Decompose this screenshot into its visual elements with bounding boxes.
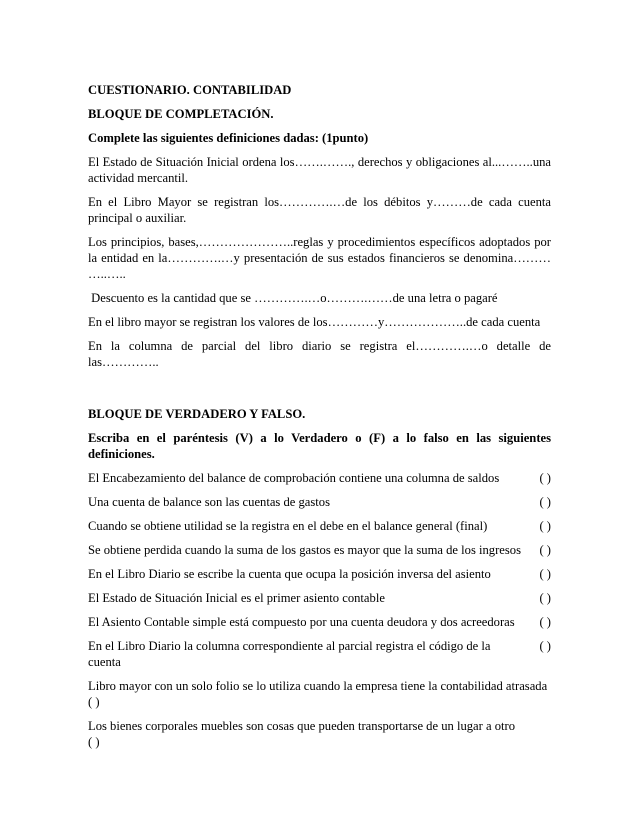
tf-item-3 [88,518,551,534]
answer-parentheses[interactable]: ( ) [539,591,551,605]
tf-item-8 [88,638,551,670]
completion-item-2: En el Libro Mayor se registran los………….…de los débitos y………de cada cuenta principal o auxiliar. [88,195,551,225]
tf-item-2 [88,494,551,510]
tf-item-5 [88,566,551,582]
tf-item-text: Se obtiene perdida cuando la suma de los gastos es mayor que la suma de los ingresos [88,543,521,557]
completion-instruction: Complete las siguientes definiciones dadas: (1punto) [88,131,369,145]
section-gap [88,378,551,406]
answer-parentheses[interactable]: ( ) [539,615,551,629]
answer-parentheses[interactable]: ( ) [88,695,100,709]
tf-item-text: Libro mayor con un solo folio se lo utiliza cuando la empresa tiene la contabilidad atrasada [88,679,548,693]
true-false-block-heading: BLOQUE DE VERDADERO Y FALSO. [88,407,306,421]
tf-item-text: En el Libro Diario se escribe la cuenta que ocupa la posición inversa del asiento [88,567,491,581]
tf-item-text: Los bienes corporales muebles son cosas que pueden transportarse de un lugar a otro [88,719,516,733]
answer-parentheses[interactable]: ( ) [539,543,551,557]
tf-item-9 [88,678,551,710]
tf-item-text: El Estado de Situación Inicial es el primer asiento contable [88,591,385,605]
completion-item-1: El Estado de Situación Inicial ordena los…….……., derechos y obligaciones al...……..una actividad mercantil. [88,155,551,185]
completion-item-5: En el libro mayor se registran los valores de los…………y………………..de cada cuenta [88,315,541,329]
tf-item-10 [88,718,551,750]
tf-item-text: El Asiento Contable simple está compuesto por una cuenta deudora y dos acreedoras [88,615,515,629]
tf-item-1 [88,470,551,486]
completion-item-3: Los principios, bases,…………………..reglas y procedimientos específicos adoptados por la entidad en la………….…y presentación de sus estados financieros se denomina……… …..….. [88,235,551,281]
answer-parentheses[interactable]: ( ) [539,471,551,485]
document-page [88,82,551,758]
answer-parentheses[interactable]: ( ) [539,567,551,581]
completion-item-4: Descuento es la cantidad que se ………….…o……….……de una letra o pagaré [88,291,498,305]
tf-item-text: En el Libro Diario la columna correspondiente al parcial registra el código de la cuenta [88,639,491,669]
answer-parentheses[interactable]: ( ) [539,639,551,653]
true-false-instruction: Escriba en el paréntesis (V) a lo Verdadero o (F) a lo falso en las siguientes definiciones. [88,431,551,461]
tf-item-6 [88,590,551,606]
tf-item-text: El Encabezamiento del balance de comprobación contiene una columna de saldos [88,471,500,485]
answer-parentheses[interactable]: ( ) [539,519,551,533]
completion-item-6: En la columna de parcial del libro diario se registra el………….…o detalle de las………….. [88,339,551,369]
tf-item-text: Una cuenta de balance son las cuentas de gastos [88,495,330,509]
completion-block-heading: BLOQUE DE COMPLETACIÓN. [88,107,274,121]
document-title: CUESTIONARIO. CONTABILIDAD [88,83,292,97]
tf-item-text: Cuando se obtiene utilidad se la registra en el debe en el balance general (final) [88,519,488,533]
tf-item-4 [88,542,551,558]
tf-item-7 [88,614,551,630]
answer-parentheses[interactable]: ( ) [539,495,551,509]
answer-parentheses[interactable]: ( ) [88,735,100,749]
